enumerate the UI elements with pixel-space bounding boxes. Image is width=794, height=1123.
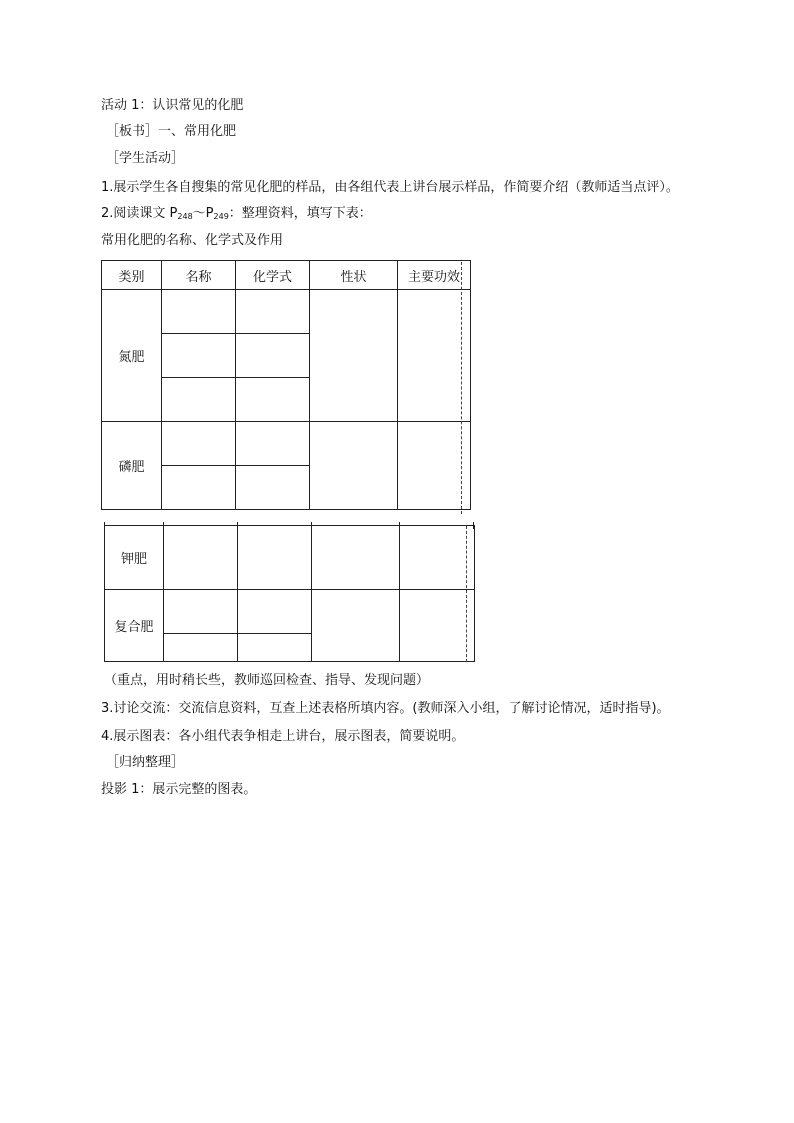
table-cell <box>236 422 310 466</box>
fertilizer-table-part-1 <box>101 260 471 510</box>
table-cell <box>236 466 310 510</box>
table-cell <box>162 422 236 466</box>
student-activity-heading: ［学生活动］ <box>106 151 185 166</box>
activity-title: 活动 1：认识常见的化肥 <box>101 98 244 113</box>
header-properties: 性状 <box>310 261 398 290</box>
table-cell <box>236 378 310 422</box>
table-caption: 常用化肥的名称、化学式及作用 <box>101 233 284 248</box>
step-1: 1.展示学生各自搜集的常见化肥的样品，由各组代表上讲台展示样品，作简要介绍（教师适当点评）。 <box>101 180 679 195</box>
table-cell <box>312 526 400 590</box>
step-2 <box>101 206 372 225</box>
step-4: 4.展示图表：各小组代表争相走上讲台，展示图表，简要说明。 <box>101 729 465 744</box>
summary-heading: ［归纳整理］ <box>106 755 185 770</box>
step-2-post: ：整理资料，填写下表： <box>228 206 372 221</box>
header-name: 名称 <box>162 261 236 290</box>
table-cell <box>400 526 475 590</box>
header-effects: 主要功效 <box>398 261 471 290</box>
step-2-pre: 2.阅读课文 P <box>101 206 178 221</box>
page-start: 248 <box>177 212 193 221</box>
table-cell <box>236 290 310 334</box>
dashed-guide <box>466 526 467 662</box>
table-cell <box>238 590 312 634</box>
category-phosphorus: 磷肥 <box>102 422 162 510</box>
table-cell <box>398 422 471 510</box>
header-formula: 化学式 <box>236 261 310 290</box>
table-cell <box>162 466 236 510</box>
table-cell <box>398 290 471 422</box>
table-cell <box>400 590 475 662</box>
table-cell <box>162 334 236 378</box>
table-cell <box>162 378 236 422</box>
table-cell <box>310 422 398 510</box>
category-compound: 复合肥 <box>105 590 164 662</box>
page-end: 249 <box>213 212 229 221</box>
projection-line: 投影 1：展示完整的图表。 <box>101 782 257 797</box>
table-cell <box>310 290 398 422</box>
step-3: 3.讨论交流：交流信息资料，互查上述表格所填内容。(教师深入小组，了解讨论情况，适时指导)。 <box>101 701 670 716</box>
table-cell <box>164 526 238 590</box>
step-2-mid: ～P <box>192 206 214 221</box>
category-potassium: 钾肥 <box>105 526 164 590</box>
fertilizer-table-part-2 <box>104 525 475 662</box>
board-heading: ［板书］一、常用化肥 <box>106 124 237 139</box>
table-cell <box>162 290 236 334</box>
dashed-guide <box>461 262 462 514</box>
table-cell <box>312 590 400 662</box>
table-cell <box>164 634 238 662</box>
table-cell <box>236 334 310 378</box>
header-category: 类别 <box>102 261 162 290</box>
note-line: （重点，用时稍长些，教师巡回检查、指导、发现问题） <box>104 673 430 688</box>
table-cell <box>238 634 312 662</box>
table-cell <box>238 526 312 590</box>
table-cell <box>164 590 238 634</box>
category-nitrogen: 氮肥 <box>102 290 162 422</box>
